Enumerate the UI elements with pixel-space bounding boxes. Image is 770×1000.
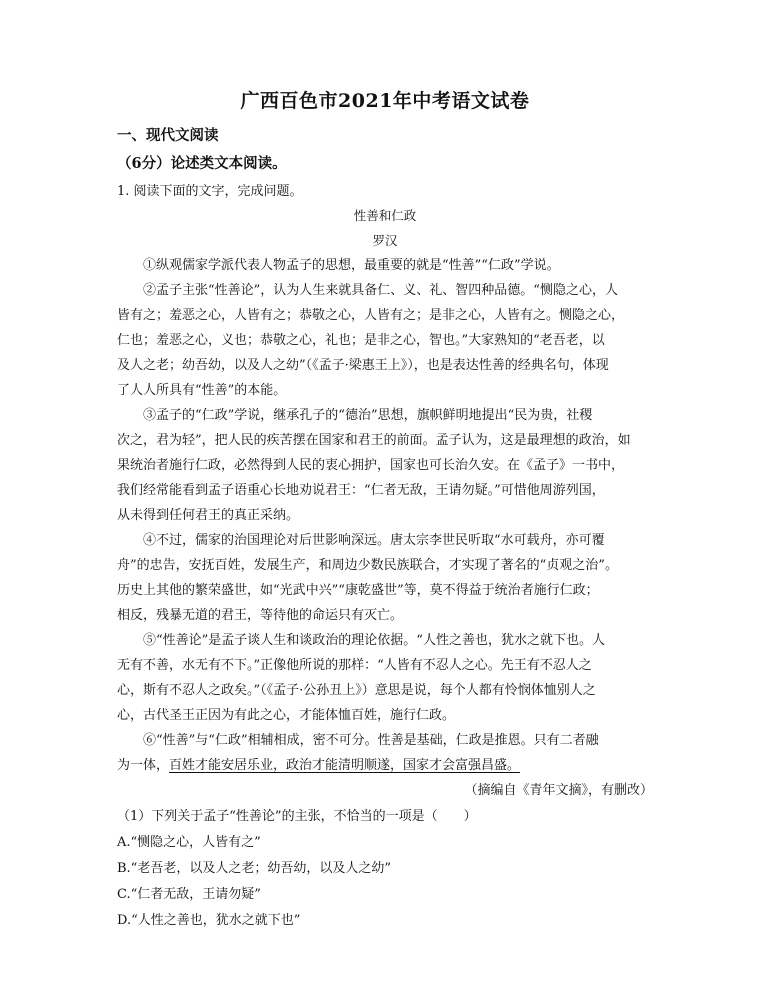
- article-line: ②孟子主张“性善论”，认为人生来就具备仁、义、礼、智四种品德。“恻隐之心，人: [143, 283, 618, 298]
- section-subheading: （6分）论述类文本阅读。: [117, 155, 287, 172]
- article-line: 了人人所具有“性善”的本能。: [117, 383, 287, 398]
- article-line: 果统治者施行仁政，必然得到人民的衷心拥护，国家也可长治久安。在《孟子》一书中，: [117, 458, 625, 473]
- article-line: 仁也；羞恶之心，义也；恭敬之心，礼也；是非之心，智也。”大家熟知的“老吾老，以: [117, 333, 605, 348]
- option-b[interactable]: B.“老吾老，以及人之老；幼吾幼，以及人之幼”: [117, 861, 391, 876]
- article-line-last: [117, 754, 653, 773]
- article-line: ⑥“性善”与“仁政”相辅相成，密不可分。性善是基础，仁政是推恩。只有二者融: [143, 733, 599, 748]
- article-line: 心，古代圣王正因为有此之心，才能体恤百姓，施行仁政。: [117, 708, 456, 723]
- article-line: 从未得到任何君王的真正采纳。: [117, 508, 300, 523]
- question-stem: （1）下列关于孟子“性善论”的主张，不恰当的一项是（ ）: [117, 809, 477, 824]
- article-line: 舟”的忠告，安抚百姓，发展生产，和周边少数民族联合，才实现了著名的“贞观之治”。: [117, 558, 618, 573]
- article-source: （摘编自《青年文摘》，有删改）: [464, 783, 653, 798]
- article-line: 次之，君为轻”，把人民的疾苦摆在国家和君王的前面。孟子认为，这是最理想的政治，如: [117, 433, 631, 448]
- article-line: ④不过，儒家的治国理论对后世影响深远。唐太宗李世民听取“水可载舟，亦可覆: [143, 533, 605, 548]
- article-line: ①纵观儒家学派代表人物孟子的思想，最重要的就是“性善”“仁政”学说。: [143, 258, 560, 273]
- exam-title: 广西百色市2021年中考语文试卷: [240, 90, 530, 112]
- article-line: ③孟子的“仁政”学说，继承孔子的“德治”思想，旗帜鲜明地提出“民为贵，社稷: [143, 408, 593, 423]
- option-c[interactable]: C.“仁者无敌，王请勿疑”: [117, 887, 261, 902]
- article-author: 罗汉: [372, 233, 398, 248]
- article-line-text: 为一体，: [117, 758, 170, 773]
- article-line: 心，斯有不忍人之政矣。”（《孟子·公孙丑上》）意思是说，每个人都有怜悯体恤别人之: [117, 683, 596, 698]
- article-line: 我们经常能看到孟子语重心长地劝说君王：“仁者无敌，王请勿疑。”可惜他周游列国，: [117, 483, 605, 498]
- option-a[interactable]: A.“恻隐之心，人皆有之”: [117, 835, 261, 850]
- article-line: 历史上其他的繁荣盛世，如“光武中兴”“康乾盛世”等，莫不得益于统治者施行仁政；: [117, 583, 599, 598]
- section-heading: 一、现代文阅读: [117, 127, 219, 144]
- option-d[interactable]: D.“人性之善也，犹水之就下也”: [117, 913, 301, 928]
- article-title: 性善和仁政: [353, 208, 417, 223]
- article-line: 皆有之；羞恶之心，人皆有之；恭敬之心，人皆有之；是非之心，人皆有之。恻隐之心，: [117, 308, 625, 323]
- article-line: 及人之老；幼吾幼，以及人之幼”（《孟子·梁惠王上》），也是表达性善的经典名句，体现: [117, 358, 609, 373]
- article-line: ⑤“性善论”是孟子谈人生和谈政治的理论依据。“人性之善也，犹水之就下也。人: [143, 633, 605, 648]
- article-line: 无有不善，水无有不下。”正像他所说的那样：“人皆有不忍人之心。先王有不忍人之: [117, 658, 592, 673]
- article-line: 相反，残暴无道的君王，等待他的命运只有灭亡。: [117, 608, 404, 623]
- question-intro: 1. 阅读下面的文字，完成问题。: [117, 184, 303, 199]
- underlined-sentence: 百姓才能安居乐业，政治才能清明顺遂，国家才会富强昌盛。: [169, 758, 521, 773]
